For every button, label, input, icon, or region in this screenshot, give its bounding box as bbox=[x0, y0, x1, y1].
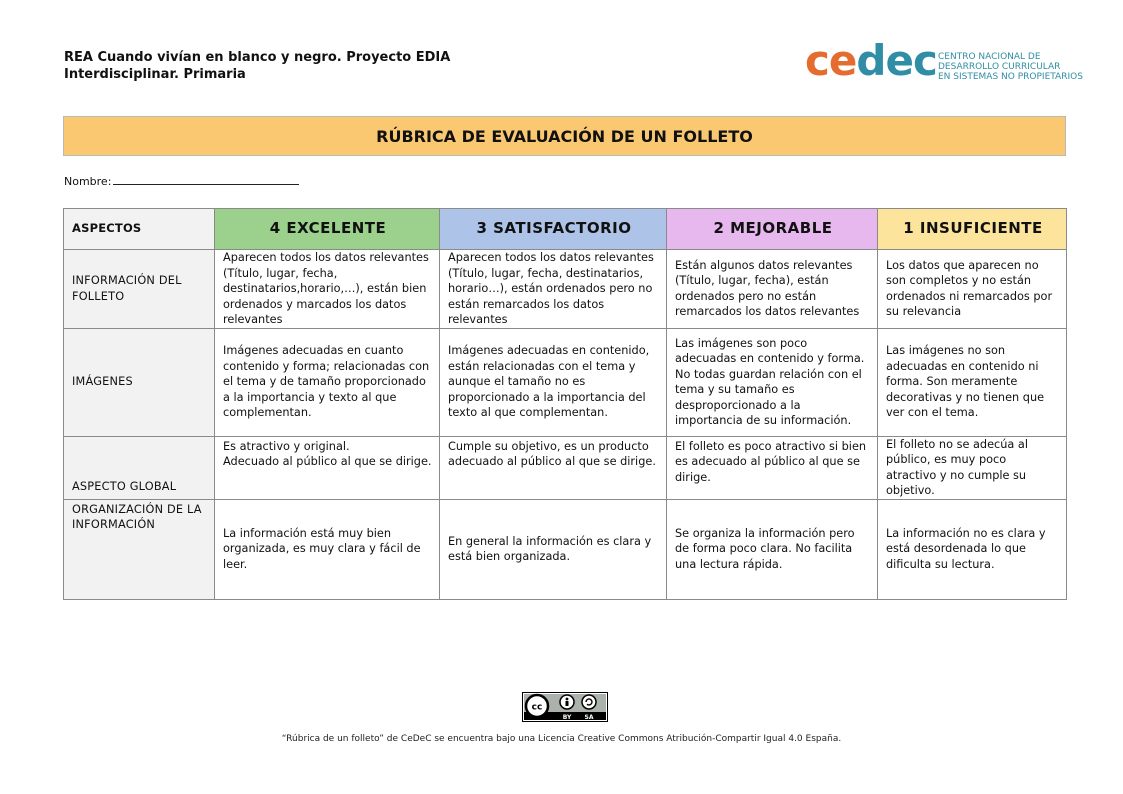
cc-by-sa-badge[interactable] bbox=[522, 692, 608, 722]
header-excelente: 4 EXCELENTE bbox=[215, 209, 440, 250]
badge-by-label: BY bbox=[562, 714, 572, 721]
cell-excelente: Es atractivo y original. Adecuado al público al que se dirige. bbox=[215, 436, 440, 499]
logo-subtitle-line-3: EN SISTEMAS NO PROPIETARIOS bbox=[938, 72, 1083, 82]
logo-subtitle-line-2: DESARROLLO CURRICULAR bbox=[938, 62, 1061, 72]
aspect-informacion: INFORMACIÓN DEL FOLLETO bbox=[64, 250, 215, 329]
logo-word-part-2: dec bbox=[856, 36, 937, 85]
cell-satisfactorio: Cumple su objetivo, es un producto adecuado al público al que se dirige. bbox=[440, 436, 667, 499]
logo-word-part-1: ce bbox=[805, 36, 857, 85]
cedec-logo bbox=[805, 36, 1095, 86]
header-aspectos: ASPECTOS bbox=[64, 209, 215, 250]
header-satisfactorio: 3 SATISFACTORIO bbox=[440, 209, 667, 250]
aspect-global: ASPECTO GLOBAL bbox=[64, 436, 215, 499]
cell-mejorable: Están algunos datos relevantes (Título, lugar, fecha), están ordenados pero no están remarcados los datos relevantes bbox=[667, 250, 878, 329]
cell-satisfactorio: Imágenes adecuadas en contenido, están relacionadas con el tema y aunque el tamaño no es proporcionado a la importancia del texto al que complementan. bbox=[440, 328, 667, 436]
table-row bbox=[64, 328, 1067, 436]
svg-text:cc: cc bbox=[531, 702, 543, 713]
header-mejorable: 2 MEJORABLE bbox=[667, 209, 878, 250]
rubric-header-row bbox=[64, 209, 1067, 250]
cell-mejorable: El folleto es poco atractivo si bien es adecuado al público al que se dirige. bbox=[667, 436, 878, 499]
table-row bbox=[64, 250, 1067, 329]
document-title-line-2: Interdisciplinar. Primaria bbox=[64, 67, 246, 82]
cell-insuficiente: El folleto no se adecúa al público, es muy poco atractivo y no cumple su objetivo. bbox=[878, 436, 1067, 499]
aspect-organizacion: ORGANIZACIÓN DE LA INFORMACIÓN bbox=[64, 499, 215, 599]
rubric-table bbox=[63, 208, 1067, 600]
document-header bbox=[64, 49, 484, 83]
cell-satisfactorio: En general la información es clara y está bien organizada. bbox=[440, 499, 667, 599]
license-text: “Rúbrica de un folleto” de CeDeC se encuentra bajo una Licencia Creative Commons Atribución-Compartir Igual 4.0 España. bbox=[281, 734, 842, 744]
cell-insuficiente: Las imágenes no son adecuadas en contenido ni forma. Son meramente decorativas y no tienen que ver con el tema. bbox=[878, 328, 1067, 436]
cell-insuficiente: Los datos que aparecen no son completos y no están ordenados ni remarcados por su relevancia bbox=[878, 250, 1067, 329]
rubric-title-banner bbox=[63, 116, 1066, 156]
cell-insuficiente: La información no es clara y está desordenada lo que dificulta su lectura. bbox=[878, 499, 1067, 599]
rubric-title: RÚBRICA DE EVALUACIÓN DE UN FOLLETO bbox=[376, 126, 753, 146]
cell-satisfactorio: Aparecen todos los datos relevantes (Título, lugar, fecha, destinatarios, horario…), están ordenados pero no están remarcados los datos relevantes bbox=[440, 250, 667, 329]
name-field bbox=[64, 174, 299, 188]
header-insuficiente: 1 INSUFICIENTE bbox=[878, 209, 1067, 250]
aspect-imagenes: IMÁGENES bbox=[64, 328, 215, 436]
document-title-line-1: REA Cuando vivían en blanco y negro. Proyecto EDIA bbox=[64, 50, 451, 65]
cell-mejorable: Se organiza la información pero de forma poco clara. No facilita una lectura rápida. bbox=[667, 499, 878, 599]
cell-excelente: La información está muy bien organizada, es muy clara y fácil de leer. bbox=[215, 499, 440, 599]
logo-subtitle bbox=[938, 52, 1098, 82]
logo-wordmark bbox=[805, 36, 937, 86]
badge-sa-label: SA bbox=[584, 714, 594, 721]
logo-subtitle-line-1: CENTRO NACIONAL DE bbox=[938, 52, 1041, 62]
cell-excelente: Aparecen todos los datos relevantes (Título, lugar, fecha, destinatarios,horario,…), están bien ordenados y marcados los datos relevantes bbox=[215, 250, 440, 329]
sa-icon bbox=[582, 695, 596, 709]
name-blank-line[interactable] bbox=[113, 174, 299, 185]
name-label: Nombre: bbox=[64, 175, 112, 188]
cell-mejorable: Las imágenes son poco adecuadas en contenido y forma. No todas guardan relación con el tema y su tamaño es desproporcionado a la importancia de su información. bbox=[667, 328, 878, 436]
table-row bbox=[64, 436, 1067, 499]
cell-excelente: Imágenes adecuadas en cuanto contenido y forma; relacionadas con el tema y de tamaño proporcionado a la importancia y texto al que complementan. bbox=[215, 328, 440, 436]
table-row bbox=[64, 499, 1067, 599]
